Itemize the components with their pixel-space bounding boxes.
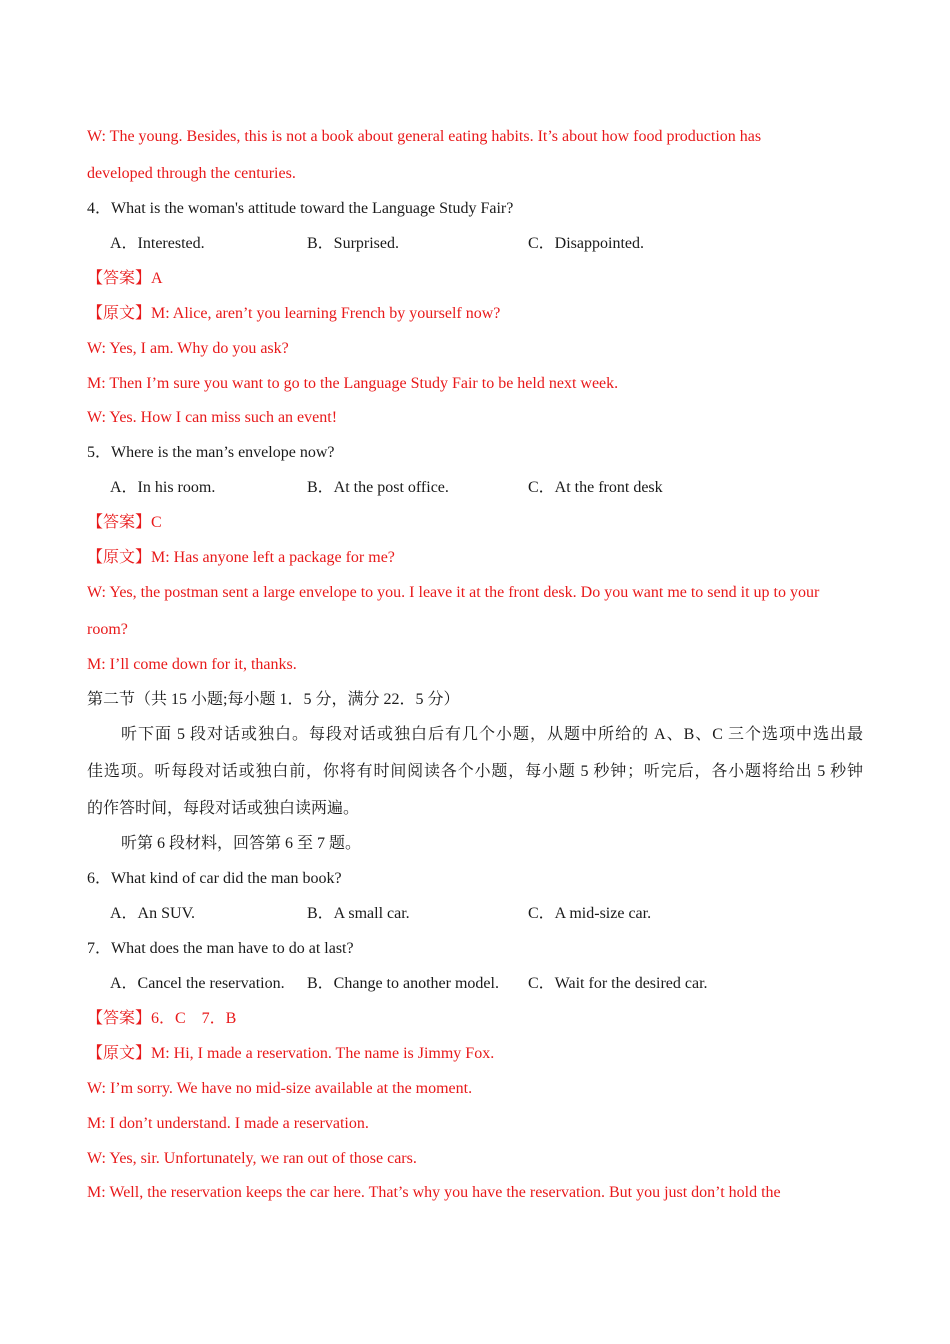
transcript-line: W: I’m sorry. We have no mid-size available at the moment. [87, 1080, 473, 1097]
section-heading: 第二节（共 15 小题;每小题 1．5 分，满分 22．5 分） [87, 691, 460, 708]
question-7: 7．What does the man have to do at last? [87, 940, 354, 957]
question-4: 4．What is the woman's attitude toward the Language Study Fair? [87, 200, 514, 217]
transcript-line: W: Yes. How I can miss such an event! [87, 409, 338, 426]
transcript-line: 【原文】M: Hi, I made a reservation. The name is Jimmy Fox. [87, 1045, 495, 1062]
instructions-line: 的作答时间，每段对话或独白读两遍。 [87, 800, 360, 817]
q6-option-a: A．An SUV. [110, 905, 196, 922]
transcript-line: 【原文】M: Alice, aren’t you learning French by yourself now? [87, 305, 501, 322]
transcript-line: W: Yes, the postman sent a large envelope to you. I leave it at the front desk. Do you want me to send it up to your [87, 584, 820, 601]
transcript-line: W: The young. Besides, this is not a book about general eating habits. It’s about how food production has [87, 128, 762, 145]
transcript-line: W: Yes, sir. Unfortunately, we ran out of those cars. [87, 1150, 417, 1167]
transcript-line: M: Then I’m sure you want to go to the Language Study Fair to be held next week. [87, 375, 619, 392]
q7-option-c: C．Wait for the desired car. [528, 975, 708, 992]
q4-option-a: A．Interested. [110, 235, 205, 252]
transcript-line: M: I’ll come down for it, thanks. [87, 656, 297, 673]
q4-option-c: C．Disappointed. [528, 235, 644, 252]
transcript-line: developed through the centuries. [87, 165, 296, 182]
q5-option-c: C．At the front desk [528, 479, 663, 496]
transcript-line: room? [87, 621, 128, 638]
material-note: 听第 6 段材料，回答第 6 至 7 题。 [121, 835, 362, 852]
transcript-line: M: I don’t understand. I made a reservation. [87, 1115, 369, 1132]
transcript-line: W: Yes, I am. Why do you ask? [87, 340, 289, 357]
q5-answer: 【答案】C [87, 514, 162, 531]
instructions-line: 佳选项。听每段对话或独白前，你将有时间阅读各个小题，每小题 5 秒钟；听完后，各小题将给出 5 秒钟 [87, 763, 863, 780]
q4-answer: 【答案】A [87, 270, 163, 287]
q6-option-b: B．A small car. [307, 905, 410, 922]
q6-7-answer: 【答案】6．C 7．B [87, 1010, 237, 1027]
transcript-line: M: Well, the reservation keeps the car here. That’s why you have the reservation. But you just don’t hold the [87, 1184, 781, 1201]
q4-option-b: B．Surprised. [307, 235, 400, 252]
q7-option-b: B．Change to another model. [307, 975, 499, 992]
question-6: 6．What kind of car did the man book? [87, 870, 342, 887]
q6-option-c: C．A mid-size car. [528, 905, 652, 922]
question-5: 5．Where is the man’s envelope now? [87, 444, 335, 461]
q5-option-b: B．At the post office. [307, 479, 449, 496]
q5-option-a: A．In his room. [110, 479, 216, 496]
transcript-line: 【原文】M: Has anyone left a package for me? [87, 549, 395, 566]
instructions-line: 听下面 5 段对话或独白。每段对话或独白后有几个小题，从题中所给的 A、B、C 三个选项中选出最 [121, 726, 863, 743]
q7-option-a: A．Cancel the reservation. [110, 975, 285, 992]
